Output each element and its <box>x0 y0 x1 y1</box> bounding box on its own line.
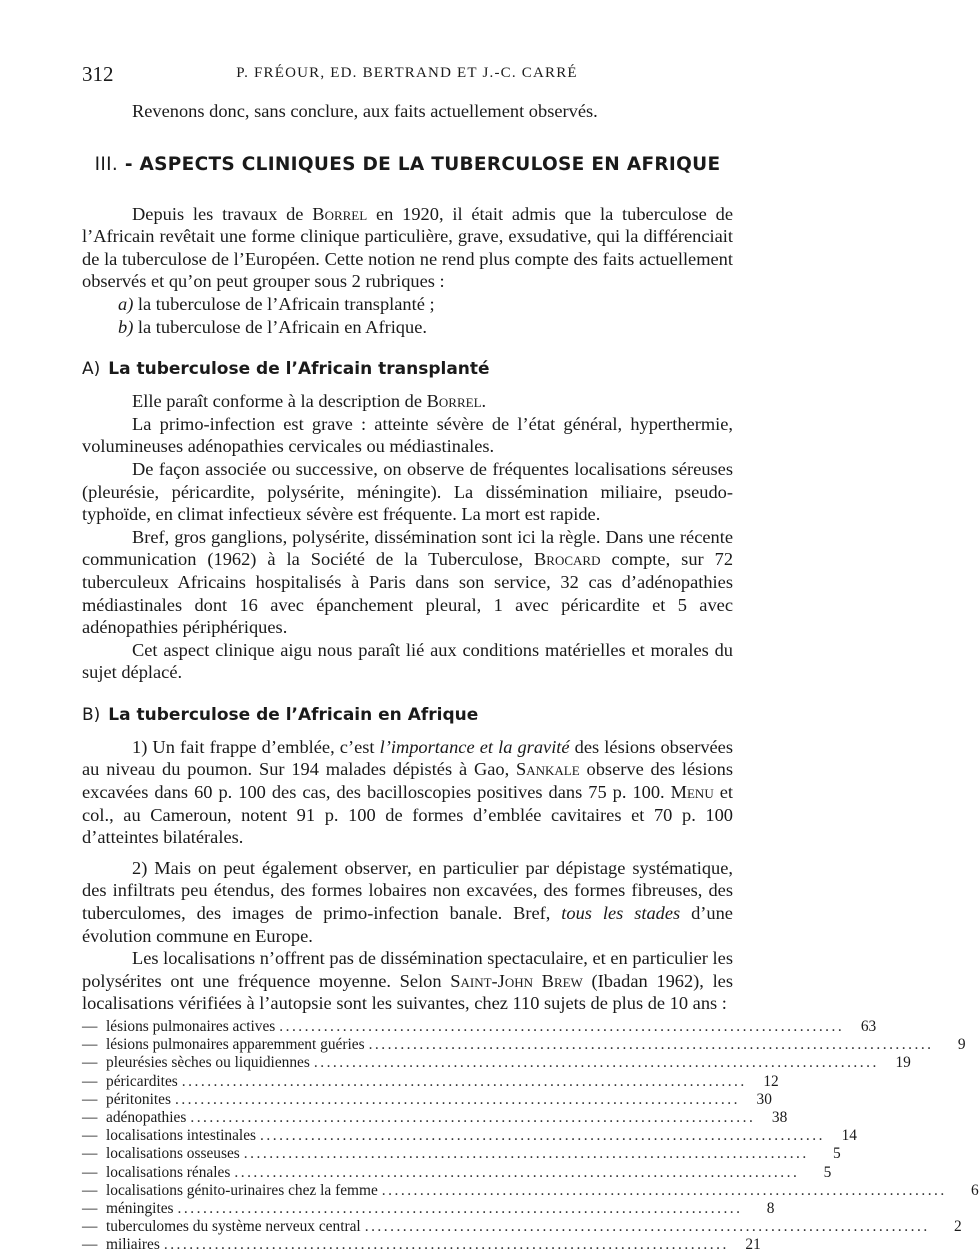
row-label: localisations génito-urinaires chez la femme <box>106 1181 378 1199</box>
row-label: localisations intestinales <box>106 1127 257 1145</box>
dash-marker: — <box>82 1108 98 1126</box>
text-run: des lésions observées au niveau du poumon. Sur 194 malades dépistés à Gao, <box>82 736 733 780</box>
paragraph <box>82 857 733 947</box>
row-value: 21 <box>745 1236 761 1254</box>
leader-dots: ......................................................................................... <box>313 1054 879 1072</box>
leader-dots: ......................................................................................... <box>381 1181 947 1199</box>
leader-dots: ......................................................................................... <box>163 1236 729 1254</box>
row-value: 5 <box>823 1163 832 1181</box>
leader-dots: ......................................................................................... <box>368 1036 934 1054</box>
running-title: P. FRÉOUR, ED. BERTRAND ET J.-C. CARRÉ <box>236 65 578 81</box>
table-row <box>82 1163 832 1182</box>
rubric-text: la tuberculose de l’Africain transplanté ; <box>133 293 435 314</box>
section-title: - ASPECTS CLINIQUES DE LA TUBERCULOSE EN AFRIQUE <box>124 153 721 175</box>
paragraph: De façon associée ou successive, on observe de fréquentes localisations séreuses (pleurésie, péricardite, polysérite, méningite). La dissémination miliaire, pseudo-typhoïde, en climat infectieux sévère est fréquente. La mort est rapide. <box>82 458 733 525</box>
row-label: tuberculomes du système nerveux central <box>106 1218 361 1236</box>
dash-marker: — <box>82 1218 98 1236</box>
page-number: 312 <box>82 62 114 86</box>
table-row <box>82 1036 966 1054</box>
dash-marker: — <box>82 1036 98 1054</box>
text-run: 1) Un fait frappe d’emblée, c’est <box>132 736 380 757</box>
section-heading <box>82 153 733 177</box>
author-name: Brocard <box>534 549 601 570</box>
emphasis: l’importance et la gravité <box>379 736 570 757</box>
row-label: péritonites <box>106 1090 171 1108</box>
author-name: Sankale <box>516 759 580 780</box>
intro-line: Revenons donc, sans conclure, aux faits actuellement observés. <box>132 101 598 121</box>
row-label: péricardites <box>106 1072 178 1090</box>
dash-marker: — <box>82 1236 98 1254</box>
text-run: 2) Mais on peut également observer, en particulier par dépistage systématique, des infiltrats peu étendus, des formes lobaires non excavées, des formes fibreuses, des tuberculomes, des images de primo-infection banale. Bref, <box>82 857 733 924</box>
dash-marker: — <box>82 1054 98 1072</box>
row-value: 6 <box>971 1181 979 1199</box>
table-row <box>82 1145 841 1163</box>
dash-marker: — <box>82 1072 98 1090</box>
row-value: 14 <box>841 1127 857 1145</box>
table-row <box>82 1218 962 1236</box>
text-run: compte, sur 72 tuberculeux Africains hospitalisés à Paris dans son service, 32 cas d’adénopathies médiastinales dont 16 avec épanchement pleural, 1 avec péricardite et 5 avec adénopathies périphériques. <box>82 549 734 638</box>
leader-dots: ......................................................................................... <box>177 1199 743 1217</box>
subsection-label: A) <box>82 359 101 380</box>
row-value: 8 <box>766 1199 775 1217</box>
table-row <box>82 1236 761 1254</box>
leader-dots: ......................................................................................... <box>174 1090 740 1108</box>
paragraph: La primo-infection est grave : atteinte sévère de l’état général, hyperthermie, volumineuses adénopathies cervicales ou médiastinales. <box>82 413 733 457</box>
spacer <box>82 849 733 857</box>
row-value: 2 <box>953 1218 962 1236</box>
author-name: Borrel <box>426 391 482 412</box>
text-run: Depuis les travaux de <box>132 203 313 224</box>
rubric-letter: a) <box>118 293 134 314</box>
paragraph <box>82 947 733 1015</box>
table-row <box>82 1054 911 1072</box>
text-run: Elle paraît conforme à la description de <box>132 391 427 412</box>
table-row <box>82 1199 775 1218</box>
row-value: 12 <box>763 1072 779 1090</box>
page-header <box>82 62 732 86</box>
row-label: localisations osseuses <box>106 1145 240 1163</box>
paragraph: Cet aspect clinique aigu nous paraît lié aux conditions matérielles et morales du sujet déplacé. <box>82 639 733 683</box>
subsection-title: La tuberculose de l’Africain transplanté <box>108 359 490 380</box>
table-row <box>82 1090 772 1109</box>
text-run: et col., au Cameroun, notent 91 p. 100 de formes d’emblée cavitaires et 70 p. 100 d’atteintes bilatérales. <box>82 782 733 848</box>
row-label: lésions pulmonaires apparemment guéries <box>106 1036 365 1054</box>
autopsy-localisations-table <box>82 1018 979 1254</box>
table-row <box>82 1018 877 1036</box>
row-value: 19 <box>895 1054 911 1072</box>
rubric-item <box>118 316 733 339</box>
row-label: méningites <box>106 1199 174 1217</box>
leader-dots: ......................................................................................... <box>234 1163 800 1181</box>
text-run: observe des lésions excavées dans 60 p. 100 des cas, des bacilloscopies positives dans 75 p. 100. <box>82 759 733 803</box>
subsection-title: La tuberculose de l’Africain en Afrique <box>108 704 479 725</box>
paragraph <box>82 526 733 639</box>
dash-marker: — <box>82 1127 98 1145</box>
subsection-label: B) <box>82 704 101 725</box>
row-value: 5 <box>833 1145 841 1163</box>
paragraph <box>82 736 733 849</box>
text-run: Les localisations n’offrent pas de dissémination spectaculaire, et en particulier les polysérites ont une fréquence moyenne. Selon <box>82 948 733 991</box>
dash-marker: — <box>82 1181 98 1199</box>
text-run: (Ibadan 1962), les localisations vérifiées à l’autopsie sont les suivantes, chez 110 sujets de plus de 10 ans : <box>82 970 733 1014</box>
row-value: 63 <box>860 1018 877 1035</box>
row-label: pleurésies sèches ou liquidiennes <box>106 1054 310 1072</box>
rubric-letter: b) <box>118 316 134 337</box>
paragraph-intro <box>82 203 733 293</box>
rubric-item <box>118 293 733 316</box>
row-value: 9 <box>957 1036 966 1054</box>
author-name: Borrel <box>312 203 368 224</box>
row-value: 38 <box>771 1108 788 1126</box>
author-name: Menu <box>670 782 714 803</box>
leader-dots: ......................................................................................... <box>364 1218 930 1236</box>
text-run: en 1920, il était admis que la tuberculose de l’Africain revêtait une forme clinique particulière, grave, exsudative, qui la différenciait de la tuberculose de l’Européen. Cette notion ne rend plus compte des faits actuellement observés et qu’on peut grouper sous 2 rubriques : <box>82 203 733 292</box>
dash-marker: — <box>82 1163 98 1181</box>
dash-marker: — <box>82 1145 98 1163</box>
table-row <box>82 1108 788 1127</box>
table-row <box>82 1072 779 1091</box>
row-label: miliaires <box>106 1236 160 1254</box>
dash-marker: — <box>82 1018 98 1035</box>
leader-dots: ......................................................................................... <box>190 1108 756 1126</box>
leader-dots: ......................................................................................... <box>243 1145 809 1163</box>
subsection-heading-a <box>82 358 733 380</box>
author-name: Saint-John Brew <box>450 970 583 991</box>
row-label: adénopathies <box>106 1108 187 1126</box>
rubric-list <box>82 293 733 338</box>
leader-dots: ......................................................................................... <box>279 1018 845 1035</box>
dash-marker: — <box>82 1090 98 1108</box>
row-label: localisations rénales <box>106 1163 231 1181</box>
emphasis: tous les stades <box>561 903 681 924</box>
subsection-heading-b <box>82 704 733 726</box>
text-run: . <box>481 391 487 412</box>
text-run: Bref, gros ganglions, polysérite, dissémination sont ici la règle. Dans une récente communication (1962) à la Société de la Tuberculose, <box>82 526 733 570</box>
section-number: III. <box>94 153 119 175</box>
table-row <box>82 1181 979 1200</box>
text-run: d’une évolution commune en Europe. <box>82 903 733 946</box>
dash-marker: — <box>82 1199 98 1217</box>
page-body <box>82 100 979 1254</box>
leader-dots: ......................................................................................... <box>181 1072 747 1090</box>
table-row <box>82 1127 857 1145</box>
paragraph <box>82 390 733 413</box>
row-label: lésions pulmonaires actives <box>106 1018 276 1035</box>
leader-dots: ......................................................................................... <box>260 1127 825 1145</box>
row-value: 30 <box>756 1090 772 1108</box>
rubric-text: la tuberculose de l’Africain en Afrique. <box>133 316 427 337</box>
